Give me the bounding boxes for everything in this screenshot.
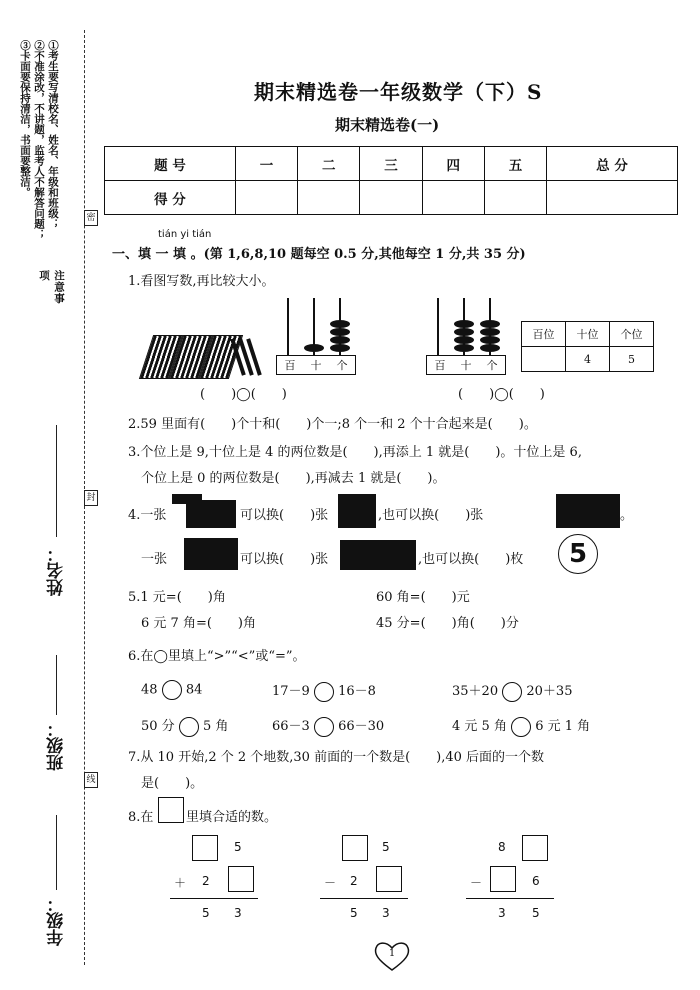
q4-part: ,也可以换( )枚	[418, 552, 524, 567]
score-header-row	[105, 147, 678, 181]
compare-circle[interactable]	[162, 680, 182, 700]
page-number-badge	[372, 940, 412, 972]
abacus-label: 百	[434, 359, 446, 372]
class-field[interactable]	[56, 655, 57, 715]
pv-header: 十位	[566, 322, 610, 347]
score-input[interactable]	[298, 181, 360, 215]
seal-mark-mi: 密	[84, 210, 98, 226]
notice-item: ①考生要写清校名、姓名、年级和班级；	[47, 40, 59, 229]
abacus-label: 百	[284, 359, 296, 372]
banknote-icon	[338, 494, 376, 528]
q6-item: 4 元 5 角 6 元 1 角	[452, 715, 590, 737]
q5-b: 60 角=( )元	[376, 590, 470, 605]
pv-header: 百位	[522, 322, 566, 347]
q3-text-b: 个位上是 0 的两位数是( ),再减去 1 就是( )。	[141, 471, 446, 486]
abacus-label: 个	[486, 359, 498, 372]
compare-circle[interactable]	[502, 682, 522, 702]
answer-box[interactable]	[192, 835, 218, 861]
q7-text-a: 7.从 10 开始,2 个 2 个地数,30 前面的一个数是( ),40 后面的一个数	[128, 750, 545, 765]
score-cell: 总 分	[547, 147, 678, 181]
compare-circle[interactable]	[314, 682, 334, 702]
q4-part: 。	[620, 508, 634, 523]
answer-box[interactable]	[376, 866, 402, 892]
answer-box[interactable]	[490, 866, 516, 892]
q6-item: 35＋20 20＋35	[452, 680, 572, 702]
q8-box-icon	[158, 797, 184, 823]
pv-value: 5	[610, 347, 654, 372]
q3-text-a: 3.个位上是 9,十位上是 4 的两位数是( ),再添上 1 就是( )。十位上是 6,	[128, 445, 582, 460]
score-cell: 五	[484, 147, 546, 181]
q6-item: 66－3 66－30	[272, 715, 384, 737]
score-input[interactable]	[547, 181, 678, 215]
grade-field[interactable]	[56, 815, 57, 890]
banknote-icon	[184, 538, 238, 570]
coin-icon: 5	[558, 534, 598, 574]
score-input[interactable]	[235, 181, 297, 215]
page-number: 1	[388, 948, 396, 959]
abacus-label: 十	[460, 359, 472, 372]
section-pinyin: tián yi tián	[158, 229, 212, 240]
q4-part: ,也可以换( )张	[378, 508, 484, 523]
score-table	[104, 146, 678, 215]
q6-item: 17－9 16－8	[272, 680, 376, 702]
section-heading: 一、填 一 填 。(第 1,6,8,10 题每空 0.5 分,其他每空 1 分,共 35 分)	[112, 247, 526, 262]
q5-d: 45 分=( )角( )分	[376, 616, 519, 631]
q8-text-post: 里填合适的数。	[186, 810, 278, 825]
notice-item: ②不准涂改，不讲题，监考人不解答问题；	[33, 40, 45, 240]
notice-items	[18, 40, 60, 330]
score-input[interactable]	[360, 181, 422, 215]
score-cell: 三	[360, 147, 422, 181]
q2-text: 2.59 里面有( )个十和( )个一;8 个一和 2 个十合起来是( )。	[128, 417, 537, 432]
banknote-icon	[556, 494, 620, 528]
q1-text: 1.看图写数,再比较大小。	[128, 274, 275, 289]
page-subtitle: 期末精选卷(一)	[335, 116, 440, 134]
banknote-icon	[340, 540, 416, 570]
q1-answer-right[interactable]: ( )◯( )	[458, 387, 545, 402]
answer-box[interactable]	[342, 835, 368, 861]
q1-answer-left[interactable]: ( )◯( )	[200, 387, 287, 402]
q4-part: 4.一张	[128, 508, 167, 523]
abacus-label: 十	[310, 359, 322, 372]
q4-part: 可以换( )张	[240, 508, 329, 523]
notice-item: ③卡面要保持清洁，书面要整洁。	[19, 40, 31, 198]
q7-text-b: 是( )。	[141, 776, 204, 791]
answer-box[interactable]	[228, 866, 254, 892]
q4-part: 可以换( )张	[240, 552, 329, 567]
pv-value: 4	[566, 347, 610, 372]
score-input[interactable]	[422, 181, 484, 215]
score-input[interactable]	[484, 181, 546, 215]
score-cell: 一	[235, 147, 297, 181]
name-label: 姓名：	[47, 545, 67, 596]
q8-text-pre: 8.在	[128, 810, 154, 825]
q6-item: 50 分 5 角	[141, 715, 228, 737]
abacus-label: 个	[336, 359, 348, 372]
class-label: 班级：	[47, 720, 67, 771]
pv-header: 个位	[610, 322, 654, 347]
score-cell: 二	[298, 147, 360, 181]
seal-mark-feng: 封	[84, 490, 98, 506]
place-value-table	[521, 321, 654, 372]
name-field[interactable]	[56, 425, 57, 537]
page-title: 期末精选卷一年级数学（下）S	[254, 80, 543, 104]
score-cell: 得 分	[105, 181, 236, 215]
grade-label: 年级：	[47, 895, 67, 946]
compare-circle[interactable]	[511, 717, 531, 737]
q5-c: 6 元 7 角=( )角	[141, 616, 256, 631]
banknote-icon	[186, 500, 236, 528]
q5-a: 5.1 元=( )角	[128, 590, 226, 605]
q6-text: 6.在◯里填上“>”“<”或“=”。	[128, 649, 306, 664]
answer-box[interactable]	[522, 835, 548, 861]
seal-mark-xian: 线	[84, 772, 98, 788]
notice-label: 注意事项	[38, 270, 65, 305]
score-cell: 四	[422, 147, 484, 181]
q6-item: 48 84	[141, 680, 202, 700]
score-cell: 题 号	[105, 147, 236, 181]
compare-circle[interactable]	[314, 717, 334, 737]
pv-value	[522, 347, 566, 372]
q4-part: 一张	[141, 552, 168, 567]
score-value-row	[105, 181, 678, 215]
compare-circle[interactable]	[179, 717, 199, 737]
